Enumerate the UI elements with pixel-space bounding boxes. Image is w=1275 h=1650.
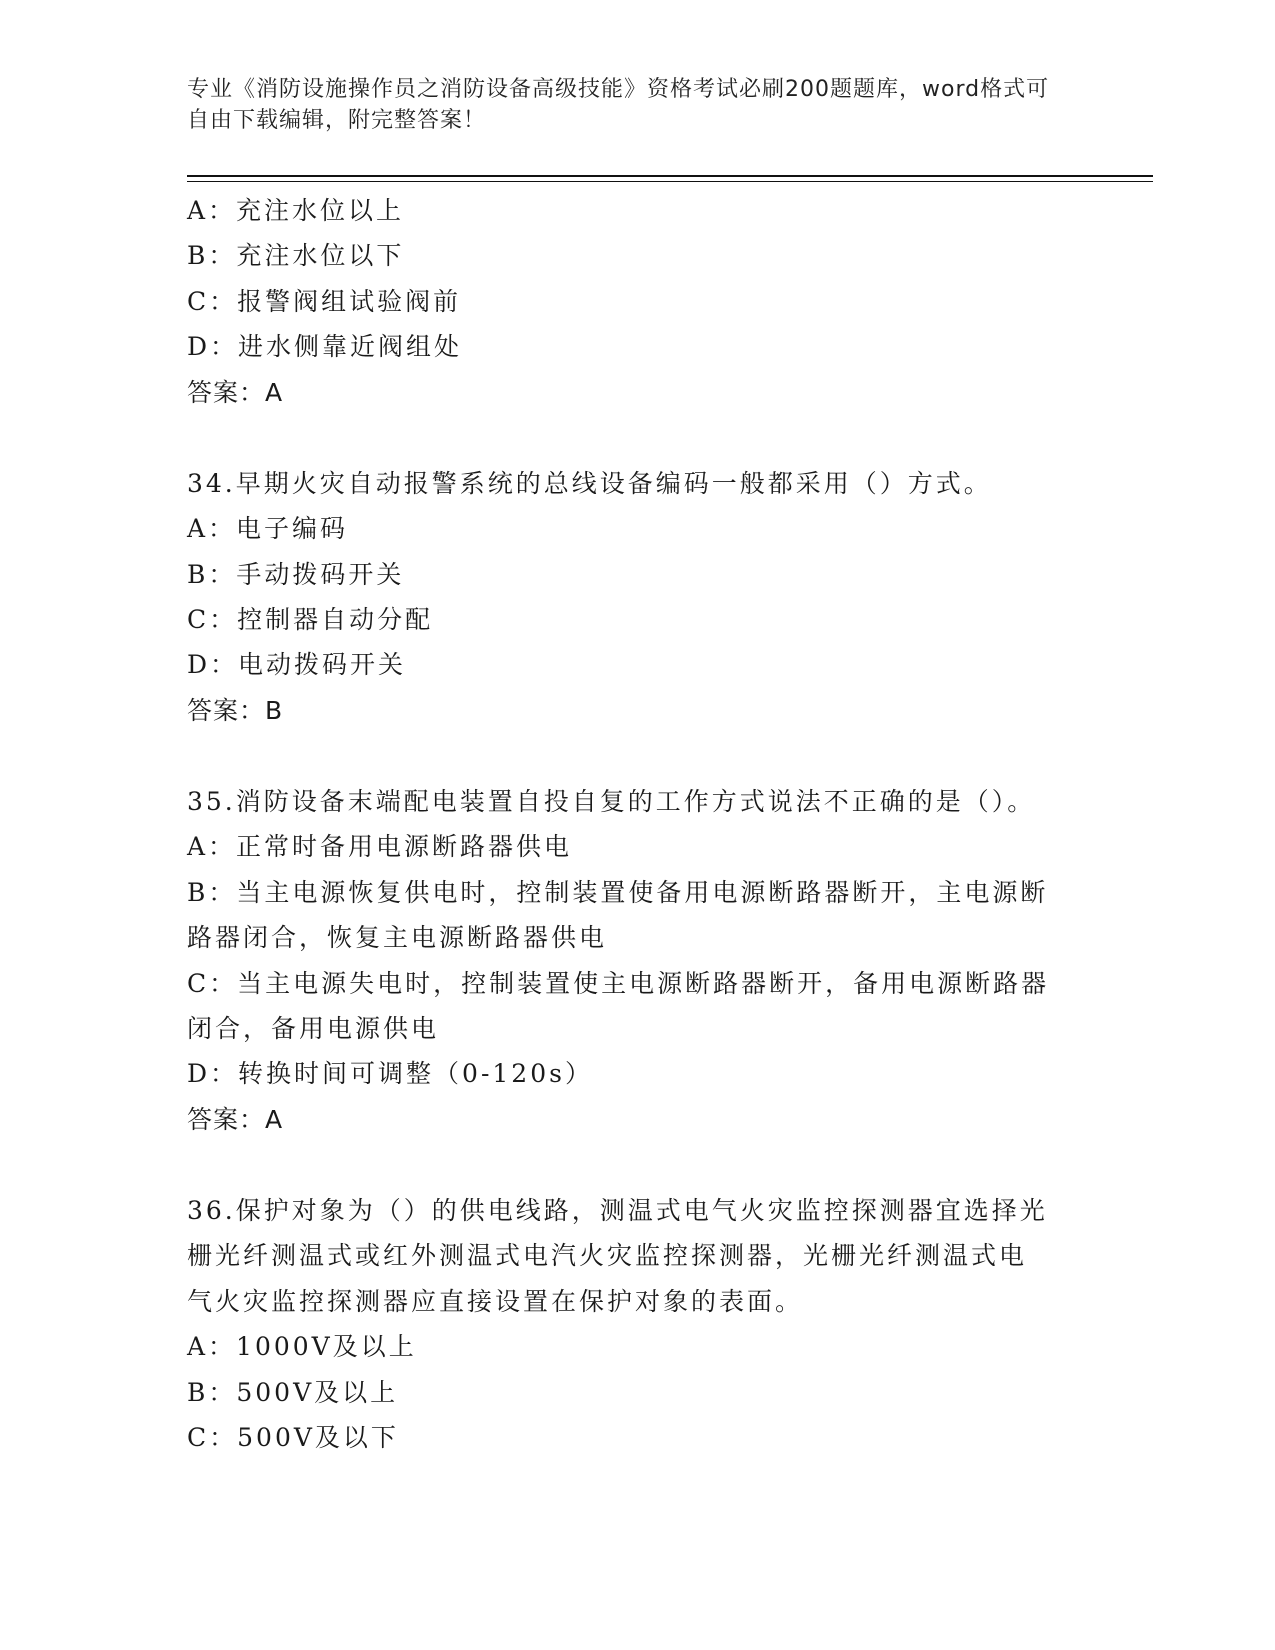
q35-option-a: A：正常时备用电源断路器供电 bbox=[187, 832, 573, 861]
q36-option-c: C：500V及以下 bbox=[187, 1423, 399, 1452]
q33-option-c: C：报警阀组试验阀前 bbox=[187, 287, 462, 316]
q36-stem-line3: 气火灾监控探测器应直接设置在保护对象的表面。 bbox=[187, 1287, 804, 1316]
q34-option-c: C：控制器自动分配 bbox=[187, 605, 434, 634]
q35-option-b-line1: B：当主电源恢复供电时，控制装置使备用电源断路器断开，主电源断 bbox=[187, 878, 1049, 907]
q35-option-c-line1: C：当主电源失电时，控制装置使主电源断路器断开，备用电源断路器 bbox=[187, 969, 1050, 998]
q35-stem: 35.消防设备末端配电装置自投自复的工作方式说法不正确的是（）。 bbox=[187, 787, 1036, 816]
q35-option-b-line2: 路器闭合，恢复主电源断路器供电 bbox=[187, 923, 608, 952]
q35-option-d: D：转换时间可调整（0-120s） bbox=[187, 1059, 593, 1088]
q33-option-b: B：充注水位以下 bbox=[187, 241, 405, 270]
q34-option-a: A：电子编码 bbox=[187, 514, 349, 543]
q34-option-b: B：手动拨码开关 bbox=[187, 560, 405, 589]
q33-answer: 答案：A bbox=[187, 378, 284, 407]
header-divider-thin bbox=[187, 181, 1153, 182]
q36-option-a: A：1000V及以上 bbox=[187, 1332, 417, 1361]
q36-stem-line1: 36.保护对象为（）的供电线路，测温式电气火灾监控探测器宜选择光 bbox=[187, 1196, 1048, 1225]
q33-option-d: D：进水侧靠近阀组处 bbox=[187, 332, 463, 361]
q34-option-d: D：电动拨码开关 bbox=[187, 650, 407, 679]
header-divider-thick bbox=[187, 175, 1153, 177]
document-header: 专业《消防设施操作员之消防设备高级技能》资格考试必刷200题题库，word格式可自由下载编辑，附完整答案！ bbox=[187, 77, 1050, 133]
q35-answer: 答案：A bbox=[187, 1105, 284, 1134]
q36-option-b: B：500V及以上 bbox=[187, 1378, 399, 1407]
q36-stem-line2: 栅光纤测温式或红外测温式电汽火灾监控探测器，光栅光纤测温式电 bbox=[187, 1241, 1028, 1270]
q34-stem: 34.早期火灾自动报警系统的总线设备编码一般都采用（）方式。 bbox=[187, 469, 992, 498]
q33-option-a: A：充注水位以上 bbox=[187, 196, 405, 225]
q35-option-c-line2: 闭合，备用电源供电 bbox=[187, 1014, 440, 1043]
q34-answer: 答案：B bbox=[187, 696, 284, 725]
